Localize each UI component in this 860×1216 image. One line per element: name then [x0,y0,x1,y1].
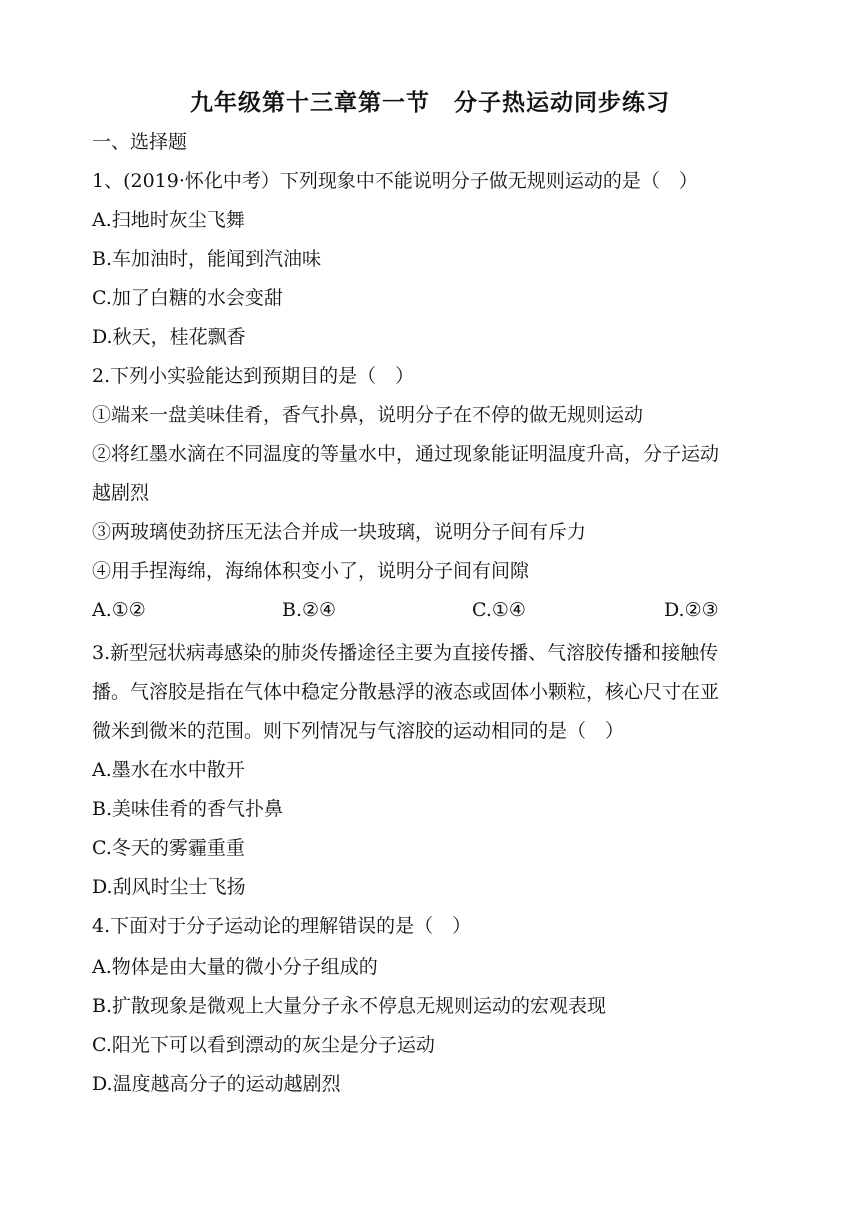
question-3-stem-line-2: 播。气溶胶是指在气体中稳定分散悬浮的液态或固体小颗粒，核心尺寸在亚 [92,681,720,703]
question-3-option-b: B.美味佳肴的香气扑鼻 [92,798,284,820]
question-1-option-b: B.车加油时，能闻到汽油味 [92,248,322,270]
question-1-option-d: D.秋天，桂花飘香 [92,326,246,348]
question-1-option-a: A.扫地时灰尘飞舞 [92,209,245,231]
question-4-option-d: D.温度越高分子的运动越剧烈 [92,1073,341,1095]
question-4-option-c: C.阳光下可以看到漂动的灰尘是分子运动 [92,1034,435,1056]
question-2-item-2-cont: 越剧烈 [92,482,150,504]
question-3-stem-line-3: 微米到微米的范围。则下列情况与气溶胶的运动相同的是（ ） [92,720,625,742]
question-4-option-b: B.扩散现象是微观上大量分子永不停息无规则运动的宏观表现 [92,995,607,1017]
question-2-option-b: B.②④ [282,599,337,621]
question-2-item-2: ②将红墨水滴在不同温度的等量水中，通过现象能证明温度升高，分子运动 [92,443,720,465]
question-1-stem: 1、(2019·怀化中考）下列现象中不能说明分子做无规则运动的是（ ） [92,170,698,192]
question-4-option-a: A.物体是由大量的微小分子组成的 [92,956,378,978]
question-2-option-c: C.①④ [472,599,526,621]
question-2-option-d: D.②③ [664,599,719,621]
page-title: 九年级第十三章第一节 分子热运动同步练习 [190,90,670,116]
question-2-item-1: ①端来一盘美味佳肴，香气扑鼻，说明分子在不停的做无规则运动 [92,404,644,426]
question-3-option-c: C.冬天的雾霾重重 [92,837,245,859]
question-2-item-3: ③两玻璃使劲挤压无法合并成一块玻璃，说明分子间有斥力 [92,521,587,543]
section-heading: 一、选择题 [92,131,188,153]
question-2-option-a: A.①② [92,599,146,621]
question-4-stem: 4.下面对于分子运动论的理解错误的是（ ） [92,915,472,937]
question-3-option-d: D.刮风时尘士飞扬 [92,876,246,898]
question-3-option-a: A.墨水在水中散开 [92,759,245,781]
question-2-stem: 2.下列小实验能达到预期目的是（ ） [92,365,415,387]
question-2-item-4: ④用手捏海绵，海绵体积变小了，说明分子间有间隙 [92,560,530,582]
question-1-option-c: C.加了白糖的水会变甜 [92,287,283,309]
question-3-stem-line-1: 3.新型冠状病毒感染的肺炎传播途径主要为直接传播、气溶胶传播和接触传 [92,642,719,664]
